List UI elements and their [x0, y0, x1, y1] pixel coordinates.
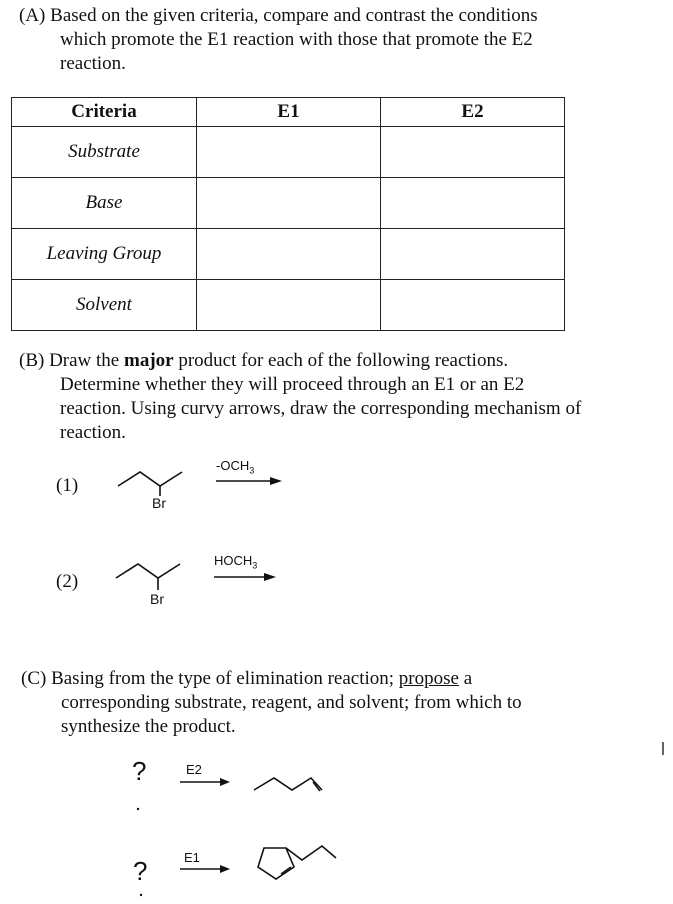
reaction-2-bromine: Br — [150, 591, 164, 607]
c-reaction-1-type: E2 — [186, 762, 202, 777]
part-c-label: (C) — [21, 668, 47, 689]
dot-mark — [140, 894, 142, 896]
part-c-text-1b: a — [458, 668, 473, 689]
header-e1: E1 — [197, 98, 381, 127]
reaction-1-number: (1) — [56, 475, 79, 496]
dot-mark — [137, 808, 139, 810]
part-c-underlined-propose: propose — [398, 668, 459, 689]
c-reaction-2-product — [258, 846, 336, 879]
header-e2: E2 — [381, 98, 565, 127]
reaction-1-molecule — [118, 472, 182, 496]
part-c-text-1a: Basing from the type of elimination reaction; — [51, 668, 399, 689]
part-c-question — [21, 667, 661, 739]
row-label-base: Base — [12, 178, 197, 229]
part-b-text-1a: Draw the — [49, 350, 124, 371]
part-b-text-4: reaction. — [60, 422, 126, 443]
part-b-text-3: reaction. Using curvy arrows, draw the corresponding mechanism of — [60, 398, 582, 419]
reaction-1-arrow — [216, 477, 282, 485]
reaction-2-molecule — [116, 564, 180, 590]
part-a-text-1: Based on the given criteria, compare and contrast the conditions — [50, 5, 538, 26]
reaction-2-reagent — [214, 553, 257, 571]
part-a-label: (A) — [19, 5, 46, 26]
c-reaction-1-product — [254, 778, 322, 791]
part-c-text-2: corresponding substrate, reagent, and solvent; from which to — [61, 692, 522, 713]
reaction-1-reagent — [216, 458, 254, 476]
part-a-text-2: which promote the E1 reaction with those that promote the E2 — [60, 29, 533, 50]
reaction-1-reagent-text: $-OCH_3$ — [216, 458, 255, 476]
part-b-bold-major: major — [124, 350, 174, 371]
row-label-substrate: Substrate — [12, 127, 197, 178]
c-reaction-1-arrow — [180, 778, 230, 786]
part-c-text-3: synthesize the product. — [61, 716, 236, 737]
reaction-2-number: (2) — [56, 571, 79, 592]
subscript-3: 3 — [252, 560, 258, 571]
c-reaction-2-unknown: ? — [133, 856, 148, 886]
reaction-2-arrow — [214, 573, 276, 581]
reaction-1-bromine: Br — [152, 495, 166, 511]
reaction-2-reagent-text: $HOCH_3$ — [214, 553, 258, 571]
part-b-label: (B) — [19, 350, 45, 371]
part-b-text-2: Determine whether they will proceed through an E1 or an E2 — [60, 374, 525, 395]
row-label-solvent: Solvent — [12, 280, 197, 331]
subscript-3: 3 — [249, 465, 255, 476]
part-a-text-3: reaction. — [60, 53, 126, 74]
part-b-text-1b: product for each of the following reactions. — [173, 350, 509, 371]
header-criteria: Criteria — [12, 98, 197, 127]
row-label-leaving-group: Leaving Group — [12, 229, 197, 280]
c-reaction-2-type: E1 — [184, 850, 200, 865]
c-reaction-1-unknown: ? — [132, 756, 147, 786]
c-reaction-2-arrow — [180, 865, 230, 873]
